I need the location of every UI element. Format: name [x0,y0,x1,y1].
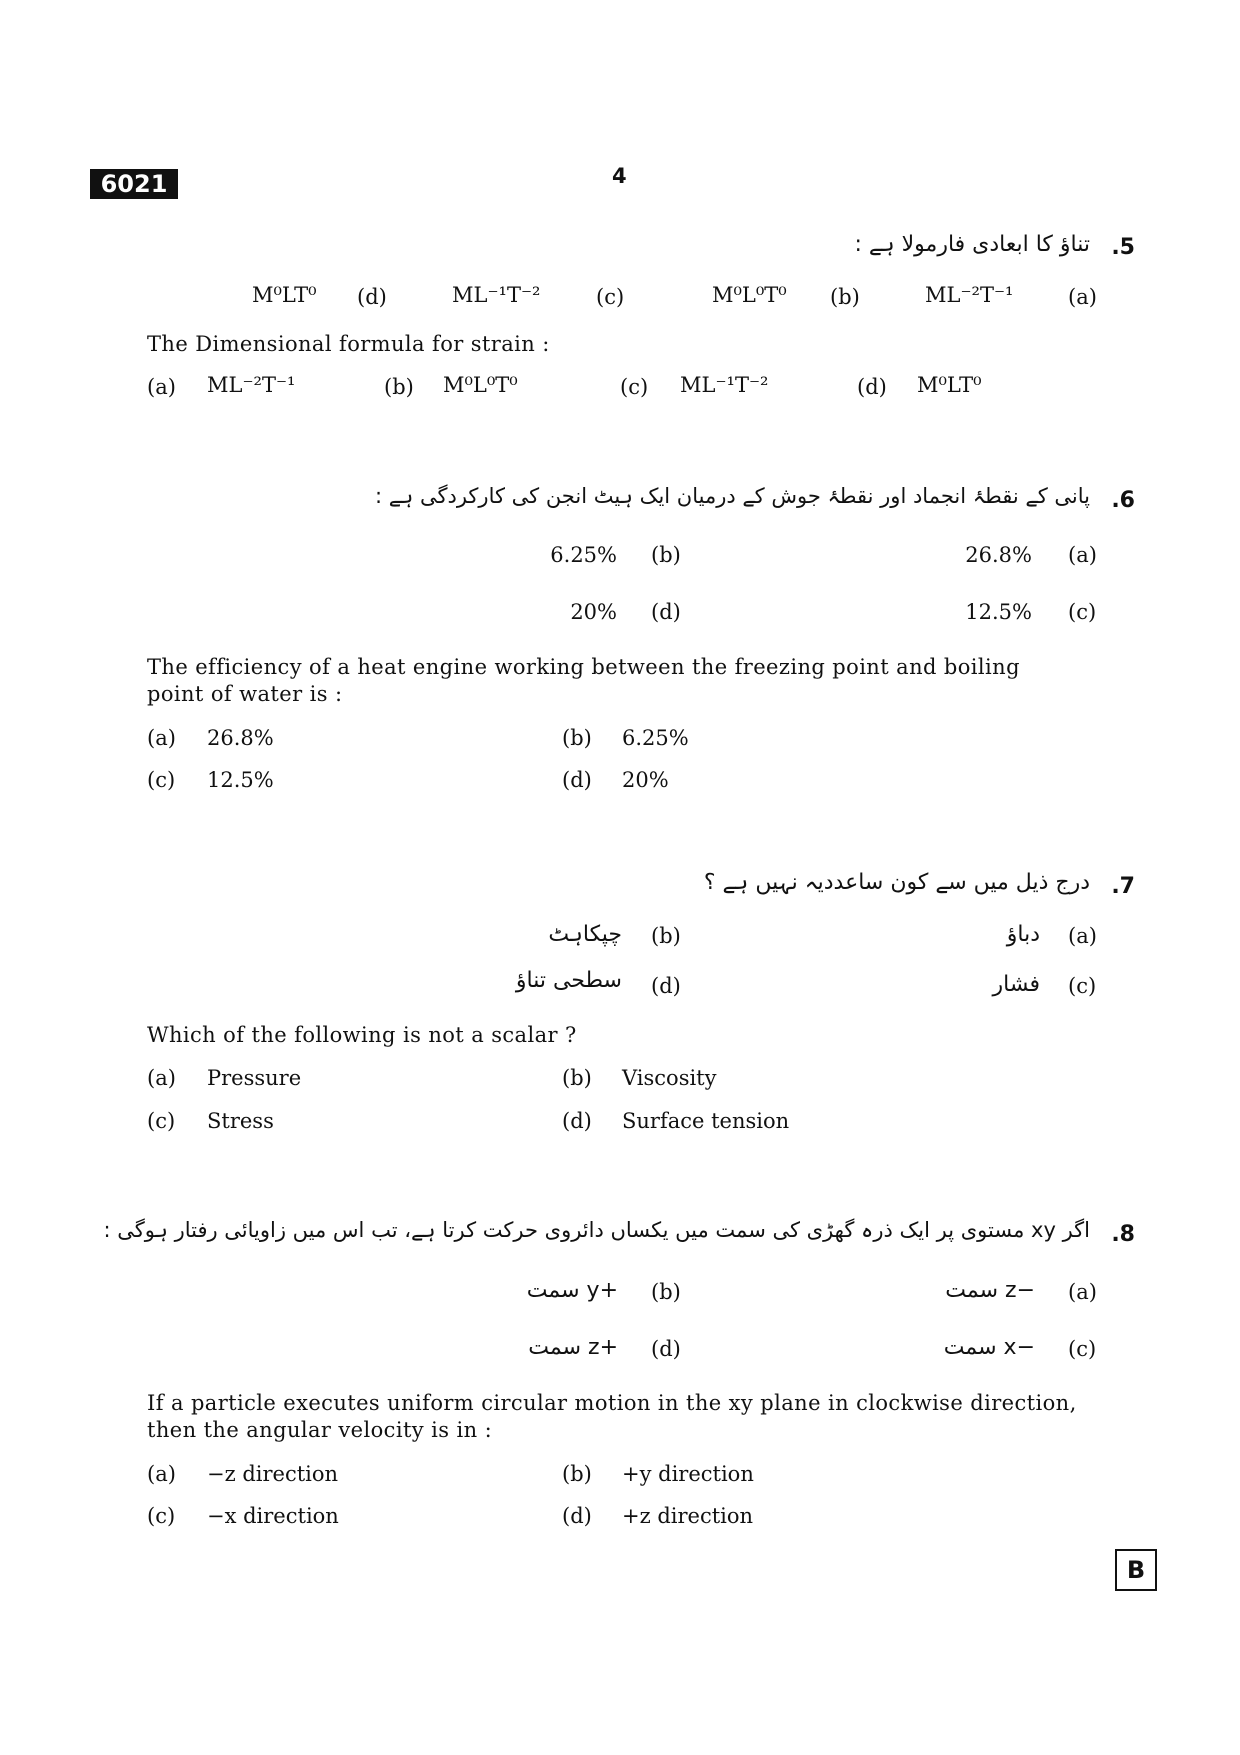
question-text-urdu: درج ذیل میں سے کون ساعددیہ نہیں ہے ؟ [703,870,1090,895]
option-label: (b) [562,726,592,750]
option-text: −z direction [207,1462,339,1486]
option-text: 6.25% [550,543,617,567]
option-label: (c) [147,1109,176,1133]
option-text: 6.25% [622,726,689,750]
option-text: −x direction [207,1504,339,1528]
option-label: (c) [1068,600,1097,624]
option-label: (c) [1068,1337,1097,1361]
option-text: −z سمت [945,1278,1035,1303]
option-text: 20% [570,600,617,624]
booklet-series-badge: B [1115,1549,1157,1591]
question-text-english-line2: then the angular velocity is in : [147,1418,493,1442]
option-label: (c) [1068,974,1097,998]
option-label: (d) [562,1109,592,1133]
option-label: (d) [651,600,681,624]
option-text: 26.8% [207,726,274,750]
question-number: .8 [1111,1222,1135,1247]
option-text: ML⁻¹T⁻² [680,373,769,397]
option-text: ML⁻¹T⁻² [452,283,541,307]
option-label: (b) [651,924,681,948]
question-number: .7 [1111,874,1135,899]
option-text: M⁰LT⁰ [917,373,982,397]
option-text: 26.8% [965,543,1032,567]
option-label: (b) [651,1280,681,1304]
option-text: Surface tension [622,1109,790,1133]
option-label: (c) [620,375,649,399]
option-label: (c) [596,285,625,309]
option-label: (b) [562,1462,592,1486]
option-text: +y سمت [526,1278,618,1303]
option-text: ML⁻²T⁻¹ [925,283,1014,307]
question-number: .5 [1111,235,1135,260]
option-label: (b) [651,543,681,567]
option-text: ML⁻²T⁻¹ [207,373,296,397]
option-text: M⁰L⁰T⁰ [443,373,518,397]
option-text: M⁰LT⁰ [252,283,317,307]
option-text: فشار [992,972,1040,997]
option-text: چپکاہٹ [548,922,622,947]
question-text-urdu: اگر xy مستوی پر ایک ذرہ گھڑی کی سمت میں یکساں دائروی حرکت کرتا ہے، تب اس میں زاویائی رفتار ہوگی : [103,1218,1090,1242]
option-text: Viscosity [622,1066,717,1090]
option-label: (b) [562,1066,592,1090]
option-label: (c) [147,768,176,792]
option-label: (d) [857,375,887,399]
option-label: (d) [357,285,387,309]
question-text-urdu: پانی کے نقطۂ انجماد اور نقطۂ جوش کے درمیان ایک ہیٹ انجن کی کارکردگی ہے : [374,484,1090,508]
option-text: +y direction [622,1462,754,1486]
option-label: (a) [1068,543,1097,567]
option-label: (a) [147,375,176,399]
option-label: (d) [562,768,592,792]
option-label: (a) [1068,924,1097,948]
question-text-english-line2: point of water is : [147,682,343,706]
option-label: (a) [147,1462,176,1486]
question-text-english: The Dimensional formula for strain : [147,332,550,356]
question-text-english-line1: If a particle executes uniform circular motion in the xy plane in clockwise direction, [147,1391,1077,1415]
option-label: (d) [651,974,681,998]
paper-code: 6021 [90,169,178,199]
option-text: 12.5% [965,600,1032,624]
option-label: (b) [830,285,860,309]
option-text: Pressure [207,1066,302,1090]
option-text: دباؤ [1006,922,1040,947]
option-text: Stress [207,1109,274,1133]
page-number: 4 [612,164,627,188]
option-label: (a) [1068,1280,1097,1304]
option-label: (d) [562,1504,592,1528]
option-label: (b) [384,375,414,399]
option-label: (a) [147,726,176,750]
option-label: (c) [147,1504,176,1528]
option-label: (d) [651,1337,681,1361]
option-text: +z سمت [528,1335,618,1360]
option-text: M⁰L⁰T⁰ [712,283,787,307]
option-text: 20% [622,768,669,792]
option-text: +z direction [622,1504,754,1528]
option-label: (a) [1068,285,1097,309]
question-number: .6 [1111,488,1135,513]
option-label: (a) [147,1066,176,1090]
option-text: 12.5% [207,768,274,792]
option-text: سطحی تناؤ [515,968,622,993]
option-text: −x سمت [943,1335,1035,1360]
question-text-urdu: تناؤ کا ابعادی فارمولا ہے : [854,232,1090,257]
question-text-english-line1: The efficiency of a heat engine working between the freezing point and boiling [147,655,1020,679]
question-text-english: Which of the following is not a scalar ? [147,1023,577,1047]
